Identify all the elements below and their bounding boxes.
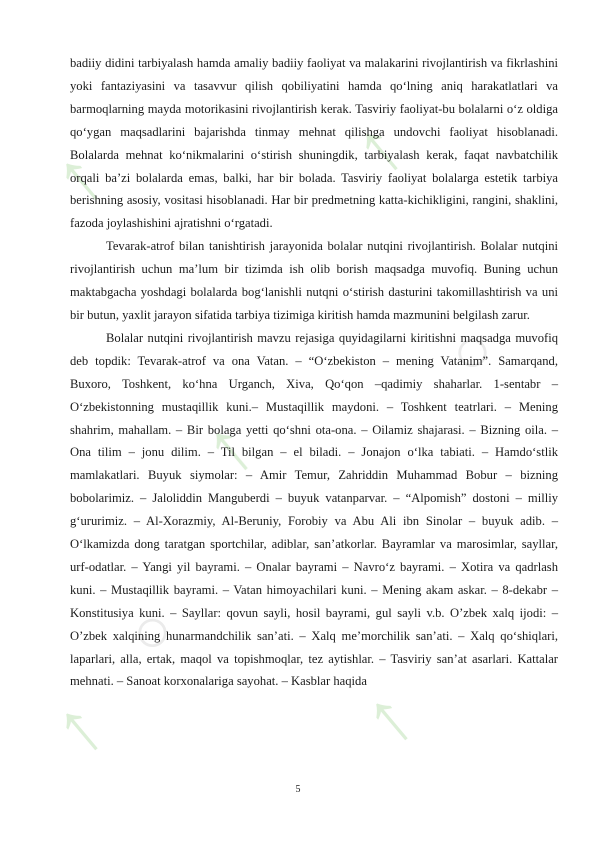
paragraph-1: badiiy didini tarbiyalash hamda amaliy badiiy faoliyat va malakarini rivojlantirish va fikrlashini yoki fantaziyasini va tasavvur qilish qobiliyatini hamda qo‘lning aniq harakatlatlari va barmoqlarning mayda motorikasini rivojlantirish kerak. Tasviriy faoliyat-bu bolalarni o‘z oldiga qo‘ygan maqsadlarini bajarishda tinmay mehnat qilishga undovchi faoliyat hisoblanadi. Bolalarda mehnat ko‘nikmalarini o‘stirish shuningdik, tarbiyalash kerak, faqat navbatchilik orqali ba’zi bolalarda emas, balki, har bir bolada. Tasviriy faoliyat bolalarga estetik tarbiya berishning asosiy, vositasi hisoblanadi. Har bir predmetning katta-kichikligini, rangini, shaklini, fazoda joylashishini ajratishni o‘rgatadi.: [70, 56, 558, 231]
watermark-glyph: ↑: [184, 400, 271, 494]
paragraph-3: Bolalar nutqini rivojlantirish mavzu rejasiga quyidagilarni kiritishni maqsadga muvofiq deb topdik: Tevarak-atrof va ona Vatan. – “O‘zbekiston – mening Vatanim”. Samarqand, Buxoro, Toshkent, ko‘hna Urganch, Xiva, Qo‘qon –qadimiy shaharlar. 1-sentabr – O‘zbekistonning mustaqillik kuni.– Mustaqillik maydoni. – Toshkent teatrlari. – Mening shahrim, mahallam. – Bir bolaga yetti qo‘shni ota-ona. – Oilamiz shajarasi. – Bizning oila. – Ona tilim – jonu dilim. – Til bilgan – el biladi. – Jonajon o‘lka tabiati. – Hamdo‘stlik mamlakatlari. Buyuk siymolar: – Amir Temur, Zahriddin Muhammad Bobur – bizning bobolarimiz. – Jaloliddin Manguberdi – buyuk vatanparvar. – “Alpomish” dostoni – milliy g‘ururimiz. – Al-Xorazmiy, Al-Beruniy, Forobiy va Abu Ali ibn Sinolar – buyuk adib. – O‘lkamizda dong taratgan sportchilar, adiblar, san’atkorlar. Bayramlar va marosimlar, sayllar, urf-odatlar. – Yangi yil bayrami. – Onalar bayrami – Navro‘z bayrami. – Xotira va qadrlash kuni. – Mustaqillik bayrami. – Vatan himoyachilari kuni. – Mening akam askar. – 8-dekabr – Konstitusiya kuni. – Sayllar: qovun sayli, hosil bayrami, gul sayli v.b. O’zbek xalq ijodi: – O’zbek xalqining hunarmandchilik san’ati. – Xalq me’morchilik san’ati. – Xalq qo‘shiqlari, laparlari, alla, ertak, maqol va topishmoqlar, tez aytishlar. – Tasviriy san’at asarlari. Kattalar mehnati. – Sanoat korxonalariga sayohat. – Kasblar haqida: [70, 330, 558, 689]
watermark-glyph: ↑: [344, 670, 431, 764]
watermark-glyph: ↑: [34, 680, 121, 774]
watermark-glyph: ↑: [334, 100, 421, 194]
watermark-glyph: ○: [432, 310, 509, 391]
document-body: [70, 52, 558, 693]
page-number: 5: [295, 784, 301, 795]
paragraph-2: Tevarak-atrof bilan tanishtirish jarayonida bolalar nutqini rivojlantirish. Bolalar nutqini rivojlantirish uchun ma’lum bir tizimda ish olib borish maqsadga muvofiq. Buning uchun maktabgacha yoshdagi bolalarda bog‘lanishli nutqni o‘stirish dasturini takomillashtirish va uni bir butun, yaxlit jarayon sifatida tarbiya tizimiga kiritish hamda mazmunini belgilash zarur.: [70, 239, 558, 322]
watermark-glyph: ↑: [34, 130, 121, 224]
watermark-glyph: ○: [112, 590, 189, 671]
